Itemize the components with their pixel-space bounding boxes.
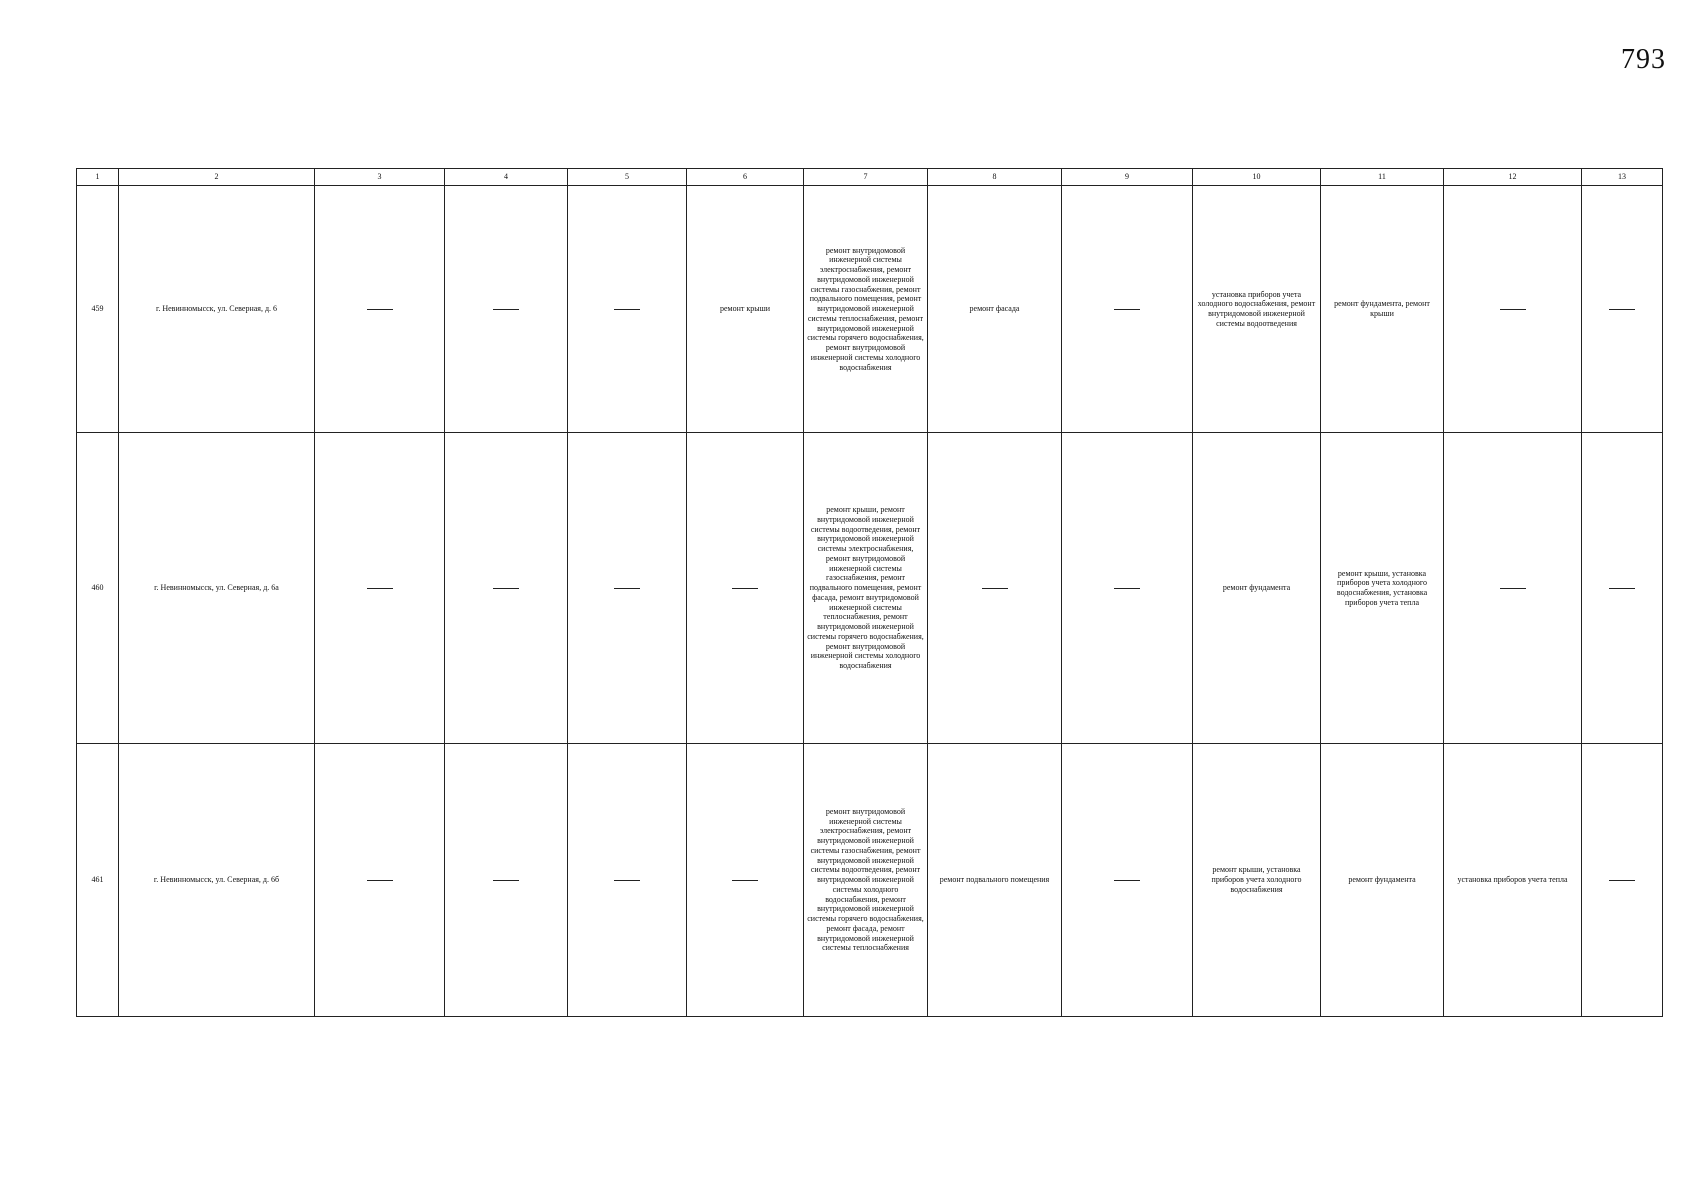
table-cell-col-11: ремонт фундамента [1321,744,1444,1017]
table-cell-col-5 [568,744,687,1017]
empty-dash [1500,309,1526,310]
table-cell-col-10: установка приборов учета холодного водоснабжения, ремонт внутридомовой инженерной системы водоотведения [1193,186,1321,433]
table-cell-col-6: ремонт крыши [687,186,804,433]
empty-dash [493,588,519,589]
table-cell-col-4 [445,744,568,1017]
table-cell-col-2: г. Невинномысск, ул. Северная, д. 6б [119,744,315,1017]
column-number-7: 7 [804,169,928,186]
table-cell-col-3 [315,744,445,1017]
table-cell-col-2: г. Невинномысск, ул. Северная, д. 6а [119,433,315,744]
empty-dash [367,588,393,589]
empty-dash [367,309,393,310]
empty-dash [493,309,519,310]
empty-dash [1609,309,1635,310]
table-cell-col-6 [687,744,804,1017]
empty-dash [732,588,758,589]
table-cell-col-12: установка приборов учета тепла [1444,744,1582,1017]
column-number-3: 3 [315,169,445,186]
table-cell-col-5 [568,186,687,433]
table-cell-col-5 [568,433,687,744]
empty-dash [1114,588,1140,589]
table-row [77,433,1663,744]
empty-dash [1500,588,1526,589]
table-row [77,744,1663,1017]
table-cell-col-9 [1062,744,1193,1017]
column-number-12: 12 [1444,169,1582,186]
table-body [77,169,1663,1017]
empty-dash [493,880,519,881]
empty-dash [614,588,640,589]
column-number-5: 5 [568,169,687,186]
empty-dash [614,309,640,310]
table-cell-col-9 [1062,186,1193,433]
table-cell-col-8 [928,433,1062,744]
empty-dash [732,880,758,881]
column-number-11: 11 [1321,169,1444,186]
table-cell-col-1: 459 [77,186,119,433]
empty-dash [367,880,393,881]
table-cell-col-4 [445,433,568,744]
column-number-9: 9 [1062,169,1193,186]
table-cell-col-12 [1444,186,1582,433]
table-cell-col-1: 460 [77,433,119,744]
table-cell-col-8: ремонт фасада [928,186,1062,433]
table-cell-col-3 [315,433,445,744]
empty-dash [614,880,640,881]
page-number: 793 [1621,44,1666,75]
works-table [76,168,1663,1017]
column-number-1: 1 [77,169,119,186]
column-number-8: 8 [928,169,1062,186]
empty-dash [1609,588,1635,589]
column-number-13: 13 [1582,169,1663,186]
table-cell-col-13 [1582,186,1663,433]
table-cell-col-7: ремонт крыши, ремонт внутридомовой инженерной системы водоотведения, ремонт внутридомовой инженерной системы электроснабжения, ремонт внутридомовой инженерной системы газоснабжения, ремонт подвального помещения, ремонт фасада, ремонт внутридомовой инженерной системы теплоснабжения, ремонт внутридомовой инженерной системы горячего водоснабжения, ремонт внутридомовой инженерной системы холодного водоснабжения [804,433,928,744]
table-cell-col-13 [1582,433,1663,744]
empty-dash [1609,880,1635,881]
table-cell-col-1: 461 [77,744,119,1017]
column-number-6: 6 [687,169,804,186]
table-cell-col-2: г. Невинномысск, ул. Северная, д. 6 [119,186,315,433]
empty-dash [982,588,1008,589]
table-cell-col-11: ремонт фундамента, ремонт крыши [1321,186,1444,433]
table-cell-col-6 [687,433,804,744]
table-cell-col-11: ремонт крыши, установка приборов учета холодного водоснабжения, установка приборов учета тепла [1321,433,1444,744]
table-cell-col-9 [1062,433,1193,744]
table-row [77,186,1663,433]
table-cell-col-10: ремонт крыши, установка приборов учета холодного водоснабжения [1193,744,1321,1017]
column-number-row [77,169,1663,186]
column-number-4: 4 [445,169,568,186]
table-cell-col-4 [445,186,568,433]
table-cell-col-8: ремонт подвального помещения [928,744,1062,1017]
table-cell-col-13 [1582,744,1663,1017]
empty-dash [1114,309,1140,310]
table-cell-col-12 [1444,433,1582,744]
table-cell-col-7: ремонт внутридомовой инженерной системы электроснабжения, ремонт внутридомовой инженерной системы газоснабжения, ремонт внутридомовой инженерной системы водоотведения, ремонт внутридомовой инженерной системы холодного водоснабжения, ремонт внутридомовой инженерной системы горячего водоснабжения, ремонт фасада, ремонт внутридомовой инженерной системы теплоснабжения [804,744,928,1017]
empty-dash [1114,880,1140,881]
column-number-2: 2 [119,169,315,186]
table-cell-col-3 [315,186,445,433]
table-cell-col-10: ремонт фундамента [1193,433,1321,744]
column-number-10: 10 [1193,169,1321,186]
table-cell-col-7: ремонт внутридомовой инженерной системы электроснабжения, ремонт внутридомовой инженерной системы газоснабжения, ремонт подвального помещения, ремонт внутридомовой инженерной системы теплоснабжения, ремонт внутридомовой инженерной системы горячего водоснабжения, ремонт внутридомовой инженерной системы холодного водоснабжения [804,186,928,433]
